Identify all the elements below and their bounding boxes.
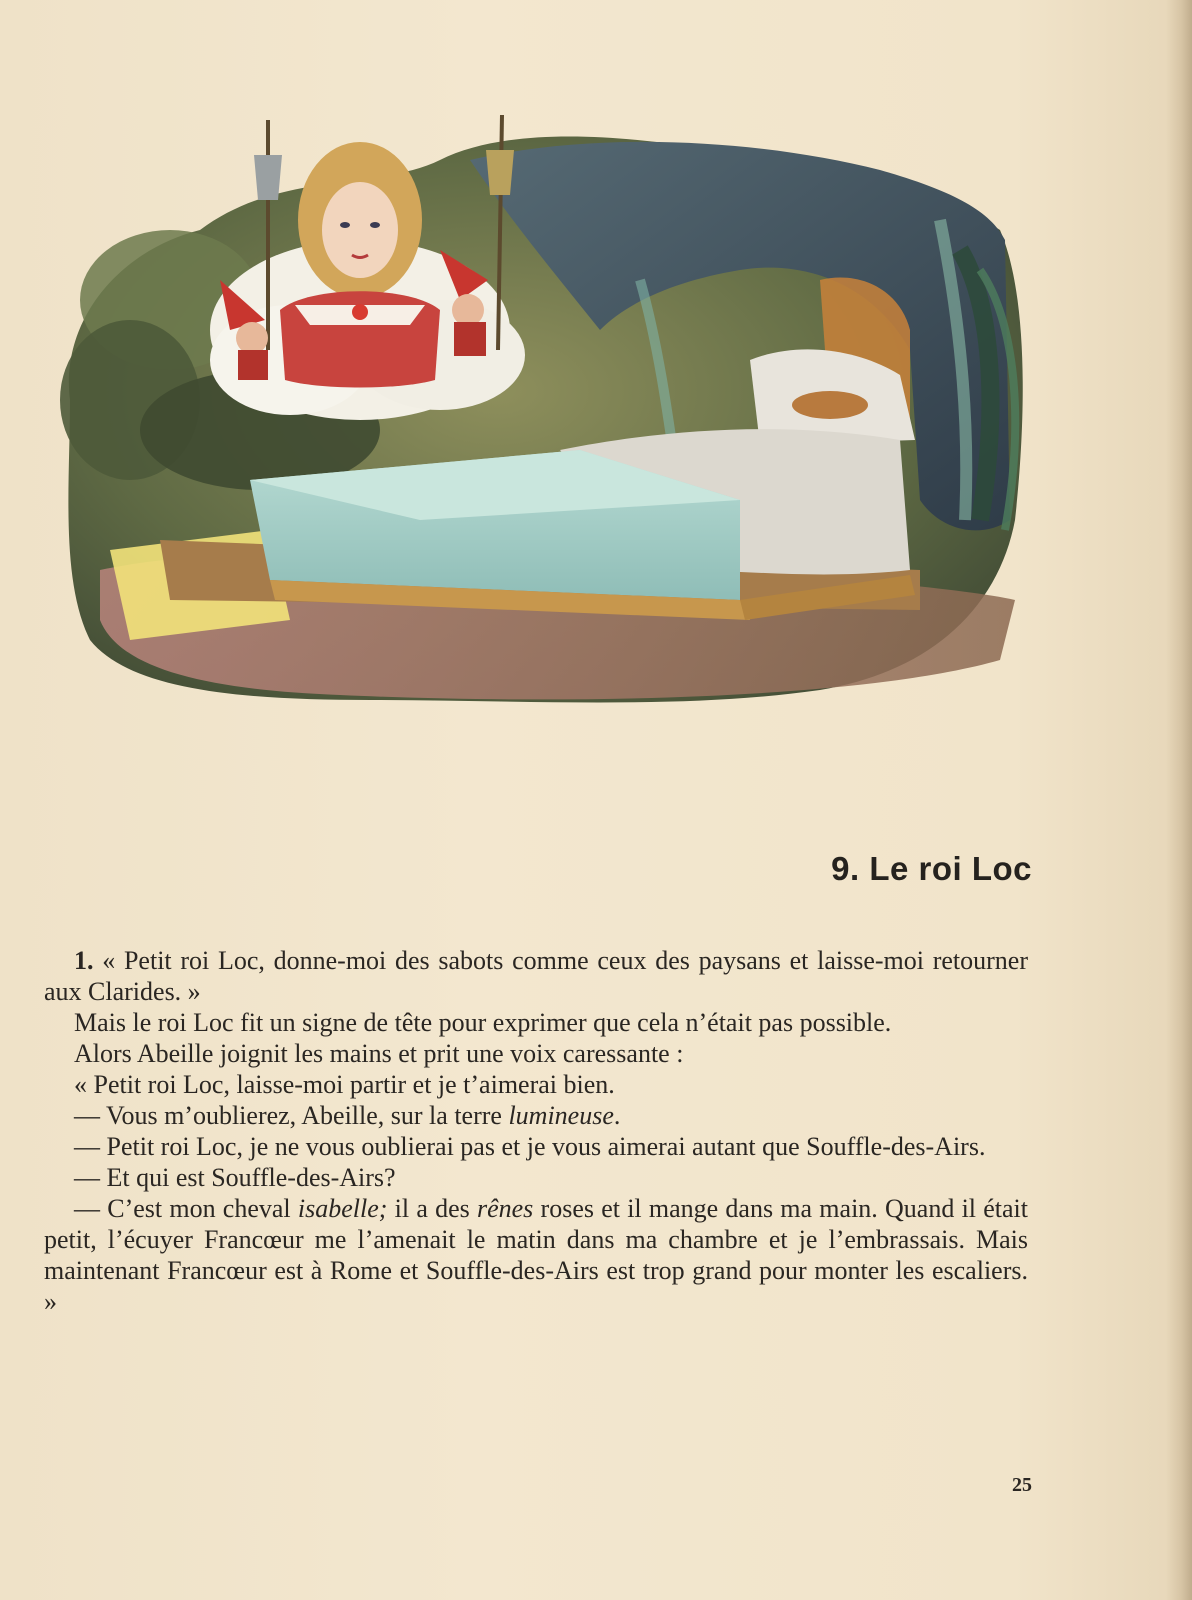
dialogue-line: « Petit roi Loc, laisse-moi partir et je t’aimerai bien.	[74, 1070, 615, 1099]
page-edge-shadow	[1166, 0, 1192, 1600]
dialogue-text: roses et il mange dans ma main. Quand il était petit, l’écuyer Francœur me l’amenait le matin dans ma chambre et je l’embrassais. Mais maintenant Francœur est à Rome et Souffle-des-Airs est trop grand pour monter les escaliers. »	[44, 1194, 1028, 1316]
illustration-sleeping-girl	[40, 100, 1040, 740]
dialogue-line	[44, 1100, 1028, 1131]
chapter-text	[44, 945, 1028, 1317]
quote-line: « Petit roi Loc, donne-moi des sabots comme ceux des paysans et laisse-moi retourner aux Clarides. »	[44, 946, 1028, 1006]
dialogue-text: il a des	[387, 1194, 477, 1223]
paragraph-1	[44, 945, 1028, 1007]
dialogue-line	[44, 1193, 1028, 1317]
glossary-word: isabelle;	[297, 1194, 388, 1223]
dialogue-text: .	[613, 1101, 621, 1130]
dialogue-text: — C’est mon cheval	[74, 1194, 298, 1223]
page-number: 25	[1012, 1474, 1032, 1496]
dialogue-line: — Et qui est Souffle-des-Airs?	[74, 1163, 396, 1192]
narration-line: Alors Abeille joignit les mains et prit une voix caressante :	[74, 1039, 684, 1068]
narration-line: Mais le roi Loc fit un signe de tête pour exprimer que cela n’était pas possible.	[74, 1008, 892, 1037]
glossary-word: lumineuse	[508, 1101, 614, 1130]
chapter-title: 9. Le roi Loc	[831, 850, 1032, 887]
dialogue-text: — Vous m’oublierez, Abeille, sur la terre	[74, 1101, 509, 1130]
dialogue-line: — Petit roi Loc, je ne vous oublierai pas et je vous aimerai autant que Souffle-des-Airs.	[74, 1132, 986, 1161]
glossary-word: rênes	[476, 1194, 534, 1223]
paragraph-number: 1.	[74, 946, 94, 975]
